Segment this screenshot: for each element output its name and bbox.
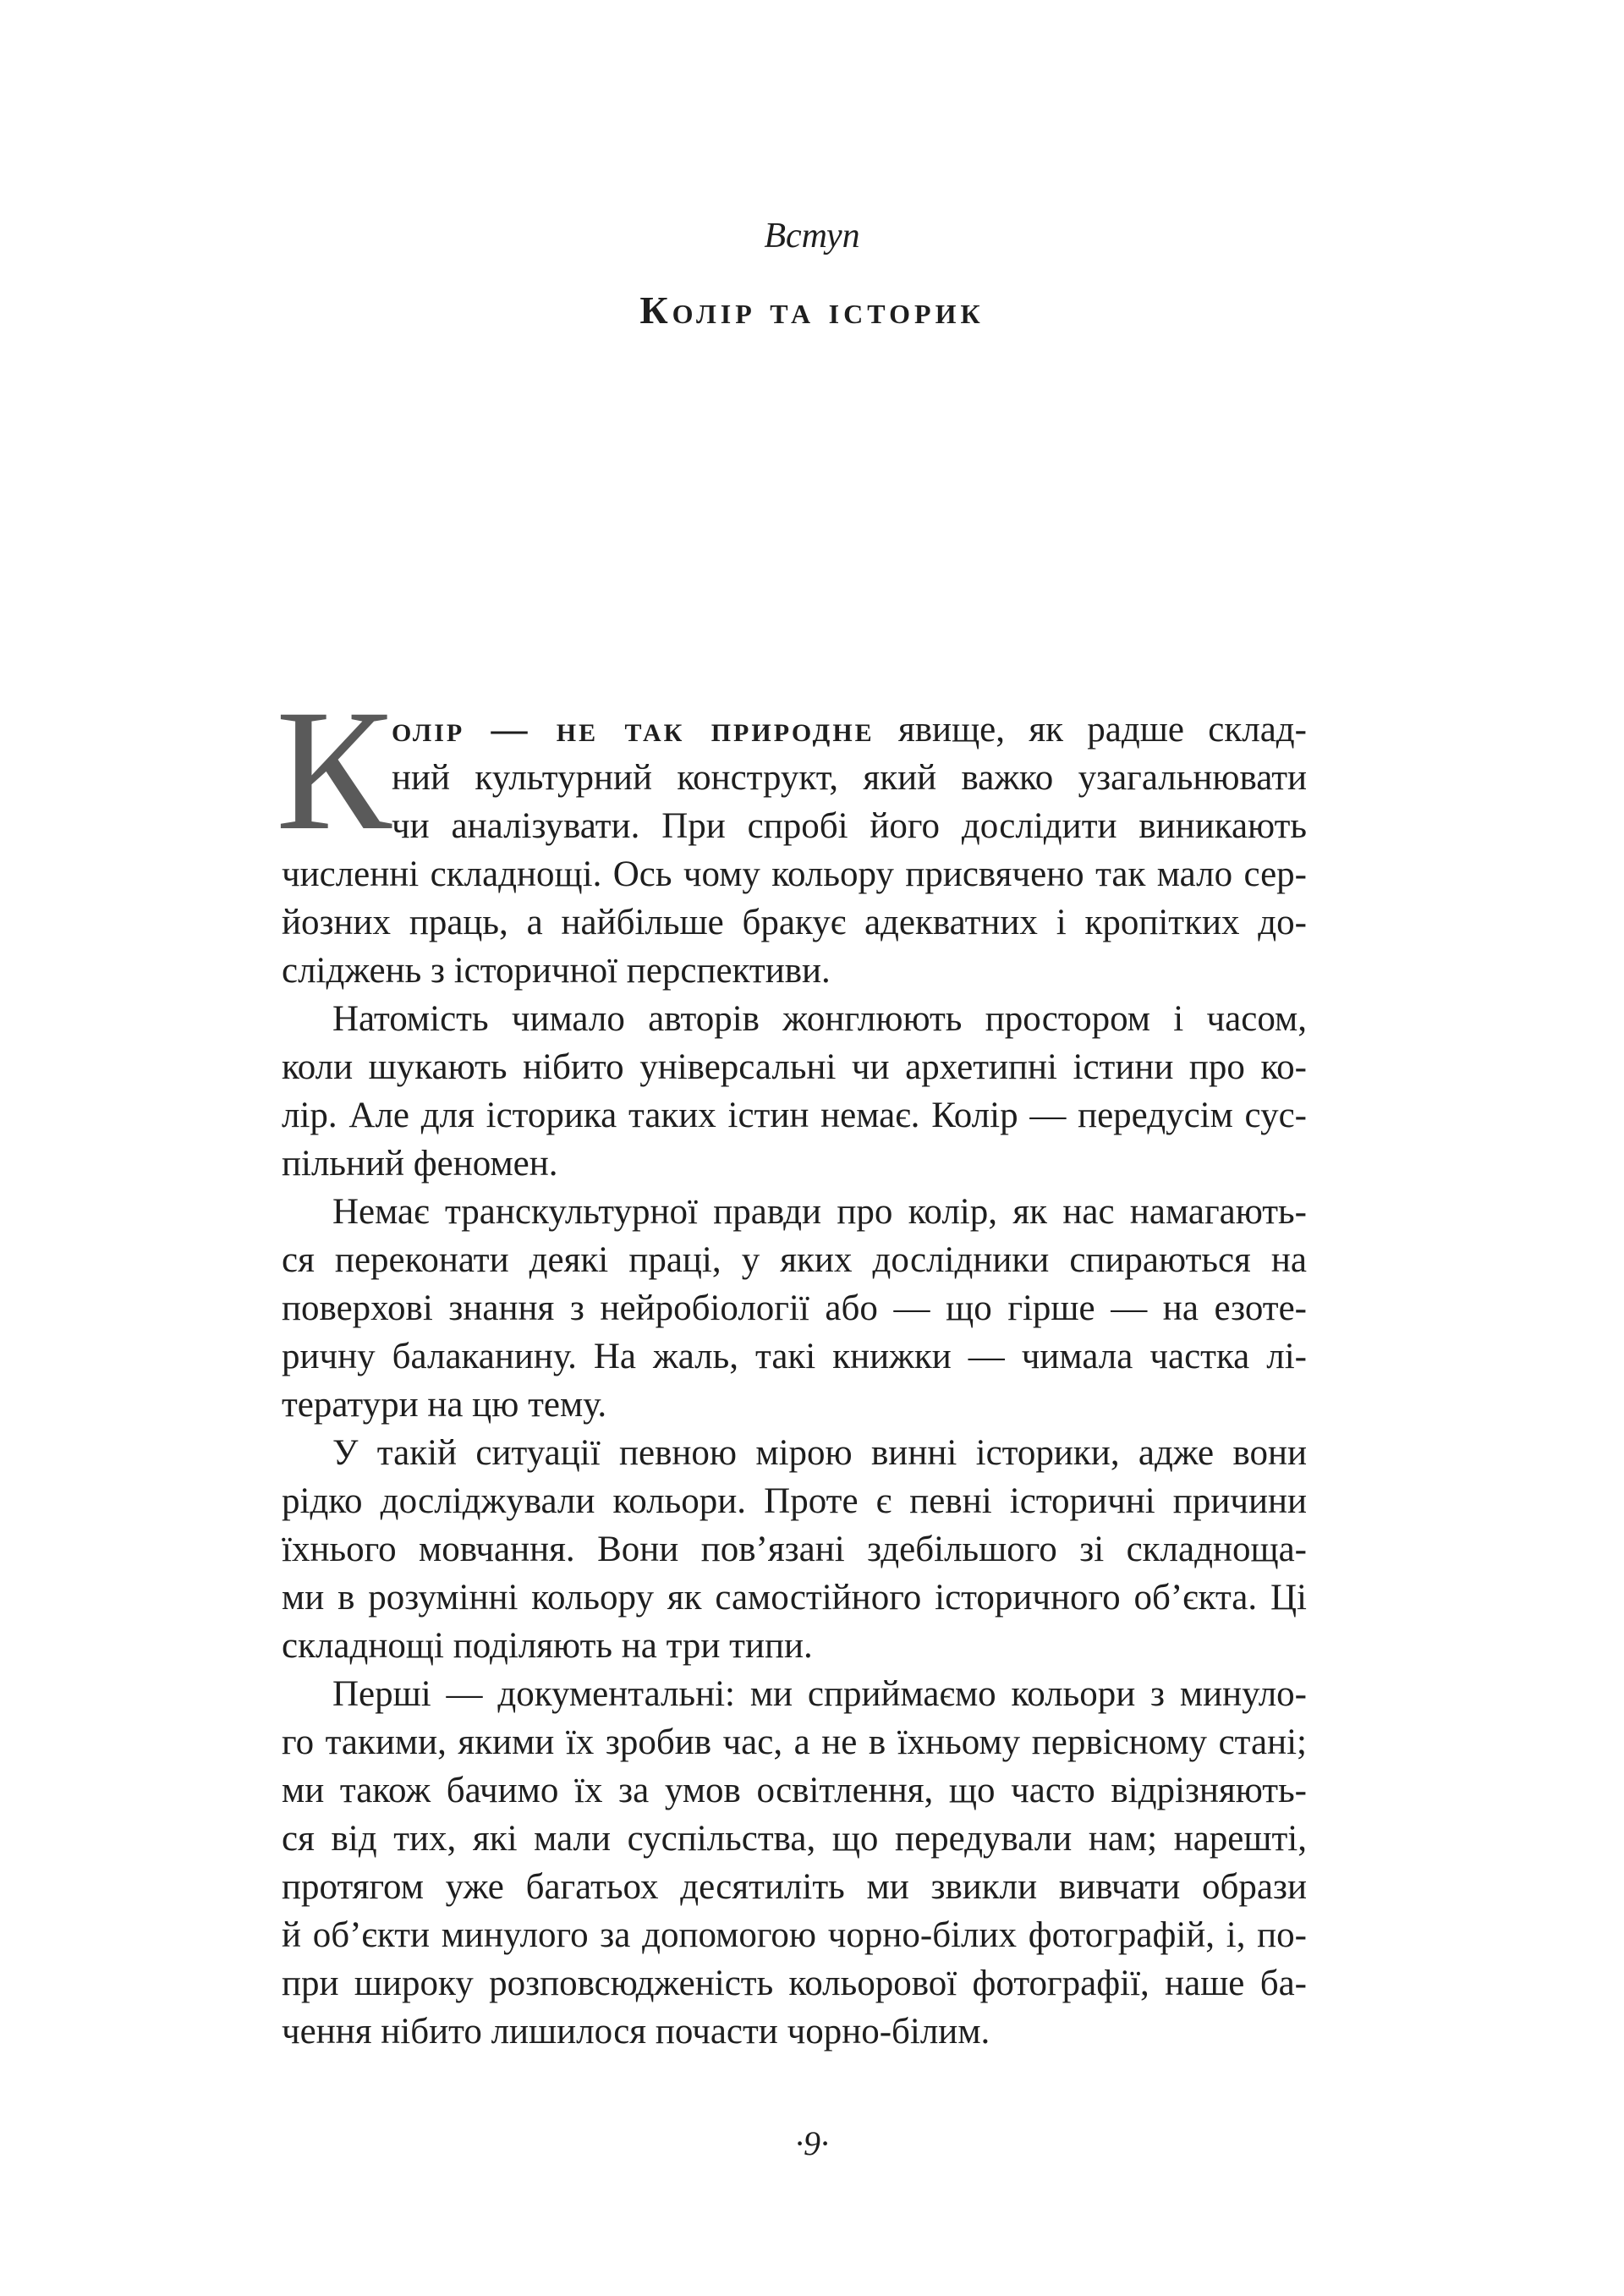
text-line: складнощі поділяють на три типи. <box>282 1626 813 1666</box>
page-number: ·9· <box>795 2124 829 2162</box>
text-line: Натомість чимало авторів жонглюють простором і часом, <box>332 999 1307 1039</box>
text-line: сліджень з історичної перспективи. <box>282 951 831 991</box>
text-line: рідко досліджували кольори. Проте є певні історичні причини <box>282 1481 1307 1521</box>
chapter-kicker: Вступ <box>764 217 860 255</box>
text-line: ми також бачимо їх за умов освітлення, що часто відрізняють- <box>282 1771 1307 1810</box>
chapter-title: Колір та історик <box>639 288 985 332</box>
text-line: йозних праць, а найбільше бракує адекватних і кропітких до- <box>282 903 1307 942</box>
text-line: при широку розповсюдженість кольорової фотографії, наше ба- <box>282 1964 1307 2003</box>
text-line: протягом уже багатьох десятиліть ми звикли вивчати образи <box>282 1867 1307 1907</box>
text-line: поверхові знання з нейробіології або — що гірше — на езоте- <box>282 1288 1307 1328</box>
text-line: пільний феномен. <box>282 1144 558 1184</box>
text-line: ми в розумінні кольору як самостійного історичного об’єкта. Ці <box>282 1578 1307 1618</box>
line-text: явище, як радше склад- <box>874 710 1307 750</box>
text-line: й об’єкти минулого за допомогою чорно-білих фотографій, і, по- <box>282 1915 1307 1955</box>
text-line: ричну балаканину. На жаль, такі книжки — чимала частка лі- <box>282 1337 1307 1376</box>
text-line: Перші — документальні: ми сприймаємо кольори з минуло- <box>332 1674 1307 1714</box>
text-line: численні складнощі. Ось чому кольору присвячено так мало сер- <box>282 854 1307 894</box>
text-line: тератури на цю тему. <box>282 1385 607 1425</box>
text-line: ний культурний конструкт, який важко узагальнювати <box>392 758 1307 798</box>
text-line: чи аналізувати. При спробі його дослідити виникають <box>392 806 1307 846</box>
text-line: коли шукають нібито універсальні чи архетипні істини про ко- <box>282 1047 1307 1087</box>
body-text <box>282 706 1307 2056</box>
text-line: У такій ситуації певною мірою винні історики, адже вони <box>332 1433 1307 1473</box>
text-line: чення нібито лишилося почасти чорно-білим. <box>282 2012 990 2052</box>
text-line: їхнього мовчання. Вони пов’язані здебільшого зі складноща- <box>282 1530 1307 1569</box>
text-line: ся від тих, які мали суспільства, що передували нам; нарешті, <box>282 1819 1307 1859</box>
text-line: ся переконати деякі праці, у яких дослідники спираються на <box>282 1240 1307 1280</box>
text-line: го такими, якими їх зробив час, а не в їхньому первісному стані; <box>282 1722 1307 1762</box>
text-line: Немає транскультурної правди про колір, як нас намагають- <box>332 1192 1307 1232</box>
lead-in-text: олір — не так природне <box>392 710 875 750</box>
text-line <box>282 706 1307 754</box>
drop-cap: К <box>276 674 392 866</box>
text-line: лір. Але для історика таких істин немає. Колір — передусім сус- <box>282 1096 1307 1135</box>
